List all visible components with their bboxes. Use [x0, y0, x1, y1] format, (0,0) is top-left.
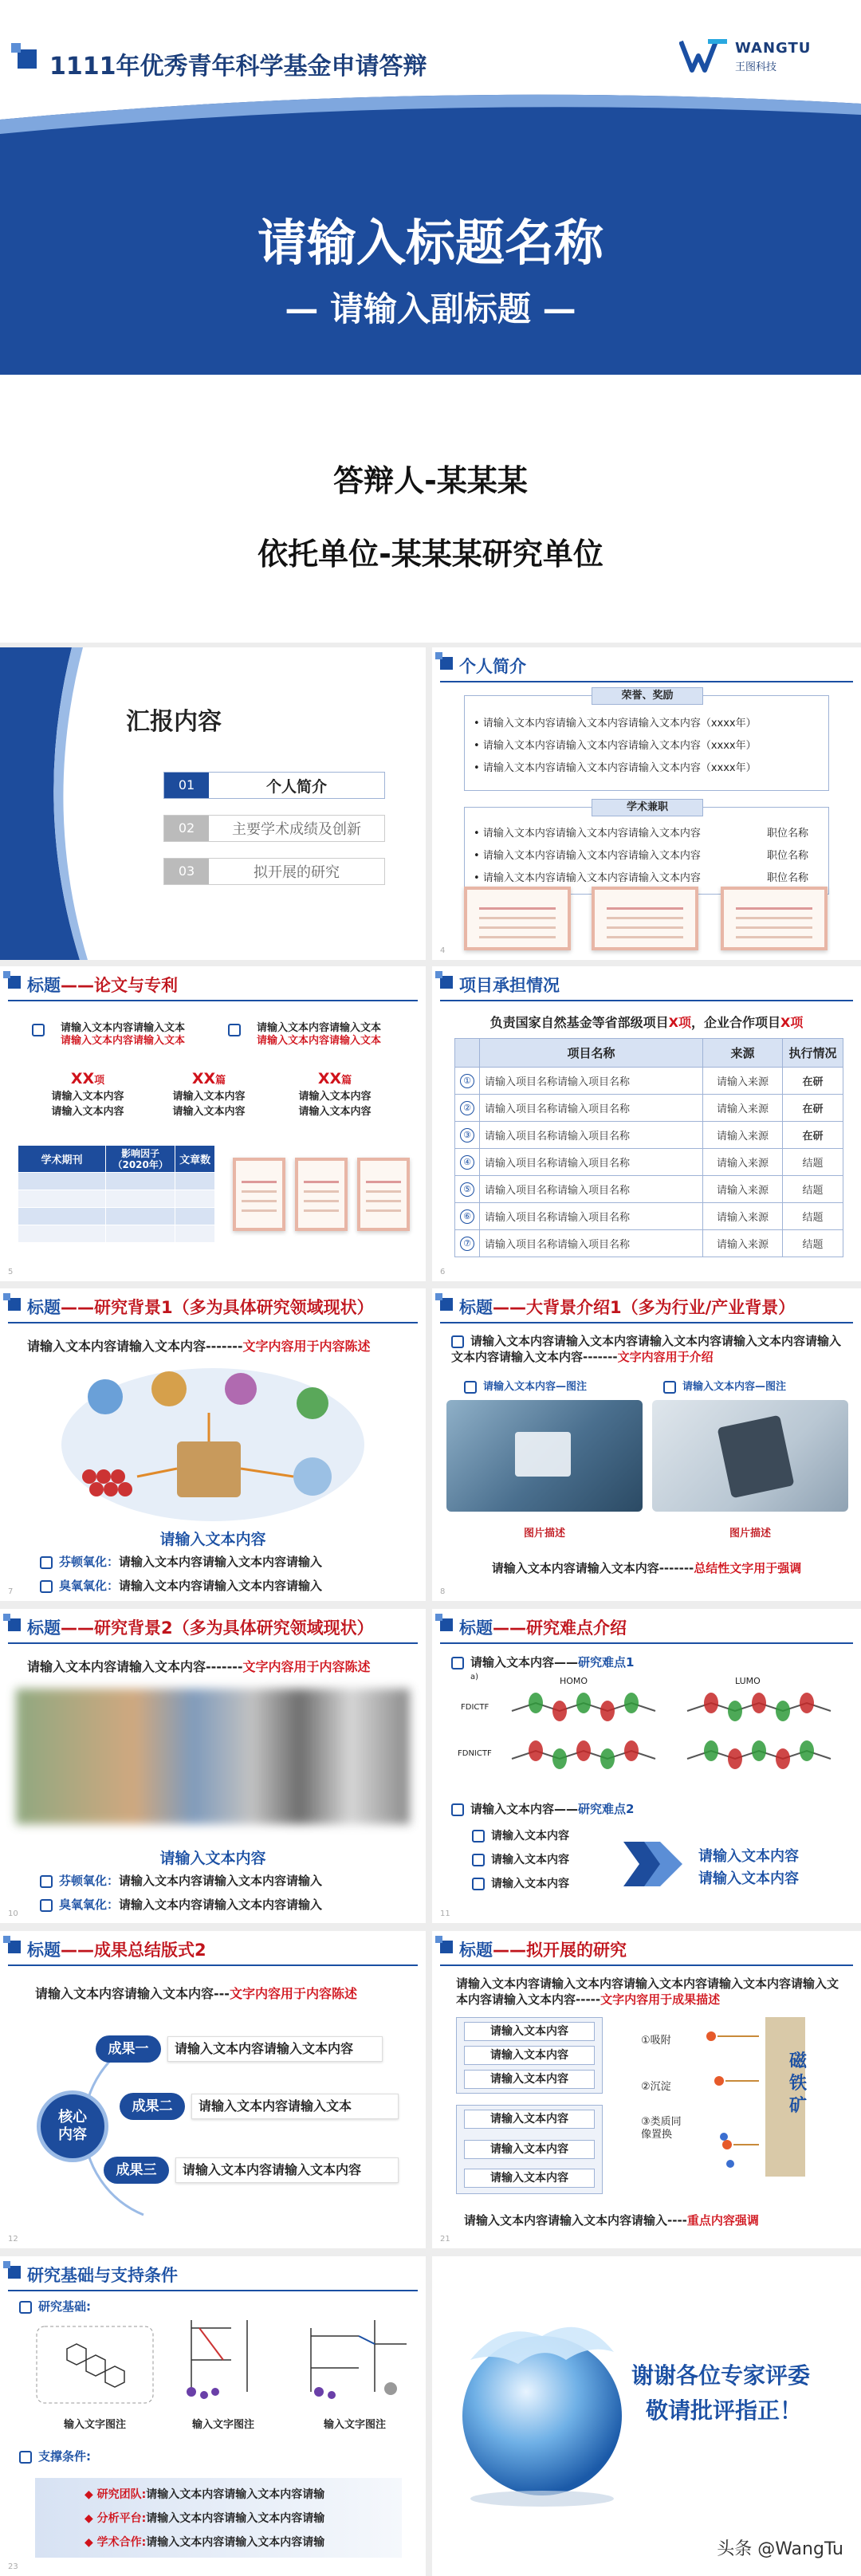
- checkbox-icon: [472, 1854, 485, 1866]
- papers-header: 标题 ——论文与专利: [0, 966, 426, 1003]
- thanks-line-2: 敬请批评指正！: [646, 2397, 803, 2424]
- checkbox-icon: [451, 1335, 464, 1348]
- support-cond-item: ◆ 学术合作:请输入文本内容请输入文本内容请输: [85, 2536, 325, 2549]
- cover-unit: 依托单位-某某某研究单位: [258, 537, 603, 572]
- table-row: ⑦ 请输入项目名称请输入项目名称 请输入来源 结题: [455, 1230, 843, 1257]
- toc-item-label: 主要学术成绩及创新: [232, 821, 361, 838]
- cover-slide: [0, 0, 861, 643]
- cover-subtitle: — 请输入副标题 —: [285, 289, 576, 328]
- background1-slide: [0, 1288, 426, 1601]
- molecular-orbitals-figure: [504, 1687, 847, 1791]
- page-number: 4: [440, 946, 446, 955]
- support-header: 研究基础与支持条件: [0, 2256, 426, 2293]
- market-photo-a: [446, 1400, 643, 1512]
- table-row: [18, 1173, 215, 1190]
- double-chevron-icon: [622, 1840, 684, 1888]
- toc-item-num: 03: [164, 859, 209, 884]
- market-tag-b: 请输入文本内容—图注: [663, 1378, 786, 1394]
- checkbox-icon: [451, 1803, 464, 1816]
- background1-caption: 请输入文本内容: [159, 1531, 266, 1548]
- page-number: 7: [8, 1587, 14, 1596]
- plan-flow-box: 请输入文本内容: [464, 2022, 595, 2041]
- summary-text: 请输入文本内容请输入文本内容: [175, 2157, 399, 2183]
- summary-item-3: [104, 2156, 399, 2185]
- page-number: 6: [440, 1268, 446, 1276]
- toc-left-swoosh: [0, 647, 96, 960]
- toc-title: 汇报内容: [126, 708, 222, 736]
- profile-slide: [432, 647, 861, 960]
- papers-stat-1: XX项 请输入文本内容 请输入文本内容: [51, 1070, 124, 1118]
- honor-item: • 请输入文本内容请输入文本内容请输入文本内容（xxxx年）: [474, 762, 757, 774]
- checkbox-icon: [472, 1830, 485, 1843]
- difficulty-check: 请输入文本内容: [472, 1851, 569, 1867]
- page-number: 23: [8, 2562, 18, 2571]
- plan-foot: 请输入文本内容请输入文本内容请输入----重点内容强调: [464, 2213, 759, 2228]
- plan-flow-box: 请输入文本内容: [464, 2046, 595, 2065]
- projects-col-name: 项目名称: [480, 1039, 703, 1068]
- brand-logo: [679, 37, 839, 77]
- difficulty-point-2: 请输入文本内容——研究难点2: [451, 1800, 634, 1817]
- plan-step-1: ①吸附: [641, 2035, 671, 2047]
- checkbox-icon: [19, 2451, 32, 2464]
- page-number: 11: [440, 1909, 450, 1918]
- page-number: 8: [440, 1587, 446, 1596]
- journal-table-header: 文章数: [175, 1146, 215, 1173]
- difficulty-check: 请输入文本内容: [472, 1875, 569, 1891]
- table-row: ③ 请输入项目名称请输入项目名称 请输入来源 在研: [455, 1122, 843, 1149]
- brand-name: WANGTU: [735, 40, 812, 57]
- background2-lead: 请输入文本内容请输入文本内容-------文字内容用于内容陈述: [27, 1659, 371, 1674]
- market-photo-a-caption: 图片描述: [523, 1528, 565, 1540]
- table-row: ⑥ 请输入项目名称请输入项目名称 请输入来源 结题: [455, 1203, 843, 1230]
- checkbox-icon: [32, 1024, 45, 1036]
- background1-item: 臭氧氧化：请输入文本内容请输入文本内容请输入: [40, 1577, 322, 1594]
- summary-item-2: [120, 2092, 399, 2121]
- support-fig3-caption: 输入文字图注: [323, 2419, 386, 2431]
- toc-item-2[interactable]: [163, 815, 385, 842]
- thanks-line-1: 谢谢各位专家评委: [631, 2362, 811, 2389]
- energy-level-figure: [167, 2312, 279, 2400]
- difficulty-point-1: 请输入文本内容——研究难点1: [451, 1654, 634, 1670]
- core-content-circle: 核心 内容: [37, 2090, 108, 2162]
- support-cond-item: ◆ 分析平台:请输入文本内容请输入文本内容请输: [85, 2512, 325, 2525]
- plan-slide: [432, 1931, 861, 2248]
- background1-item: 芬顿氧化：请输入文本内容请输入文本内容请输入: [40, 1553, 322, 1570]
- research-process-diagram: [57, 1365, 368, 1524]
- table-row: [18, 1190, 215, 1208]
- checkbox-icon: [40, 1556, 53, 1569]
- certificate-image: [233, 1158, 285, 1231]
- thanks-slide: [432, 2256, 861, 2576]
- toc-item-label: 个人简介: [265, 777, 327, 796]
- background2-item: 芬顿氧化：请输入文本内容请输入文本内容请输入: [40, 1872, 322, 1889]
- cover-top-logo-square-small: [11, 43, 21, 53]
- summary-lead: 请输入文本内容请输入文本内容---文字内容用于内容陈述: [35, 1986, 357, 2001]
- papers-stat-3: XX篇 请输入文本内容 请输入文本内容: [298, 1070, 372, 1118]
- cover-presenter: 答辩人-某某某: [333, 463, 528, 498]
- market-lead: 请输入文本内容请输入文本内容请输入文本内容请输入文本内容请输入文本内容请输入文本内容-------文字内容用于介绍: [451, 1334, 842, 1364]
- projects-table: [454, 1038, 843, 1257]
- certificate-image: [357, 1158, 410, 1231]
- difficulty-check: 请输入文本内容: [472, 1827, 569, 1843]
- cover-title: 请输入标题名称: [257, 214, 603, 272]
- honor-item: • 请输入文本内容请输入文本内容请输入文本内容（xxxx年）: [474, 740, 757, 752]
- checkbox-icon: [40, 1580, 53, 1593]
- background1-lead: 请输入文本内容请输入文本内容-------文字内容用于内容陈述: [27, 1339, 371, 1354]
- background1-header: 标题 ——研究背景1（多为具体研究领域现状）: [0, 1288, 426, 1325]
- mol-label-r1: FDICTF: [461, 1703, 489, 1712]
- table-row: [18, 1225, 215, 1243]
- honors-title: 荣誉、奖励: [592, 687, 703, 705]
- checkbox-icon: [663, 1381, 676, 1394]
- toc-item-1[interactable]: [163, 772, 385, 799]
- papers-stat-2: XX篇 请输入文本内容 请输入文本内容: [172, 1070, 246, 1118]
- toc-item-num: 01: [164, 773, 209, 798]
- table-row: ⑤ 请输入项目名称请输入项目名称 请输入来源 结题: [455, 1176, 843, 1203]
- post-item: • 请输入文本内容请输入文本内容请输入文本内容 职位名称: [474, 850, 808, 862]
- checkbox-icon: [228, 1024, 241, 1036]
- mineral-label: 磁 铁 矿: [789, 2051, 808, 2116]
- summary-tag: 成果二: [120, 2093, 185, 2120]
- projects-col-source: 来源: [703, 1039, 783, 1068]
- profile-header-text: 个人简介: [459, 657, 526, 676]
- page-number: 10: [8, 1909, 18, 1918]
- market-photo-b-caption: 图片描述: [729, 1528, 771, 1540]
- blurred-figure: [16, 1689, 410, 1824]
- summary-slide: [0, 1931, 426, 2248]
- support-slide: [0, 2256, 426, 2576]
- background2-caption: 请输入文本内容: [159, 1850, 266, 1867]
- summary-tag: 成果三: [104, 2157, 169, 2184]
- toc-item-3[interactable]: [163, 858, 385, 885]
- checkbox-icon: [472, 1878, 485, 1890]
- brand-name-cn: 王图科技: [735, 61, 777, 73]
- mol-label-homo: HOMO: [560, 1676, 588, 1686]
- profile-header: [432, 647, 861, 684]
- support-basis-title: 研究基础:: [19, 2298, 91, 2314]
- papers-check-2: 请输入文本内容请输入文本 请输入文本内容请输入文本: [228, 1022, 381, 1048]
- journal-table: [18, 1145, 215, 1243]
- background2-item: 臭氧氧化：请输入文本内容请输入文本内容请输入: [40, 1896, 322, 1913]
- market-tag-a: 请输入文本内容—图注: [464, 1378, 587, 1394]
- checkbox-icon: [451, 1657, 464, 1669]
- brand-logo-icon: [679, 38, 729, 75]
- mol-label-a: a): [470, 1673, 479, 1681]
- difficulty-slide: [432, 1609, 861, 1923]
- journal-table-header: 影响因子 （2020年）: [106, 1146, 175, 1173]
- plan-header: 标题 ——拟开展的研究: [432, 1931, 861, 1968]
- support-fig1-caption: 输入文字图注: [63, 2419, 126, 2431]
- projects-slide: [432, 966, 861, 1281]
- papers-check-1: 请输入文本内容请输入文本 请输入文本内容请输入文本: [32, 1022, 185, 1048]
- market-photo-b: [652, 1400, 848, 1512]
- toc-slide: [0, 647, 426, 960]
- certificate-image: [295, 1158, 348, 1231]
- certificate-image: [592, 887, 698, 950]
- background2-header: 标题 ——研究背景2（多为具体研究领域现状）: [0, 1609, 426, 1646]
- page-number: 21: [440, 2235, 450, 2244]
- background2-slide: [0, 1609, 426, 1923]
- checkbox-icon: [19, 2301, 32, 2314]
- honor-item: • 请输入文本内容请输入文本内容请输入文本内容（xxxx年）: [474, 718, 757, 730]
- checkbox-icon: [40, 1899, 53, 1912]
- summary-tag: 成果一: [96, 2035, 161, 2063]
- summary-text: 请输入文本内容请输入文本: [191, 2094, 399, 2119]
- certificate-image: [721, 887, 828, 950]
- papers-slide: [0, 966, 426, 1281]
- checkbox-icon: [464, 1381, 477, 1394]
- post-item: • 请输入文本内容请输入文本内容请输入文本内容 职位名称: [474, 828, 808, 840]
- plan-step-2: ②沉淀: [641, 2081, 671, 2093]
- mol-label-lumo: LUMO: [735, 1676, 761, 1686]
- posts-title: 学术兼职: [592, 799, 703, 816]
- plan-flow-box: 请输入文本内容: [464, 2140, 595, 2159]
- market-header: 标题 ——大背景介绍1（多为行业/产业背景）: [432, 1288, 861, 1325]
- table-row: ① 请输入项目名称请输入项目名称 请输入来源 在研: [455, 1068, 843, 1095]
- mol-label-r2: FDNICTF: [458, 1749, 492, 1758]
- journal-table-header: 学术期刊: [18, 1146, 106, 1173]
- support-cond-item: ◆ 研究团队:请输入文本内容请输入文本内容请输: [85, 2488, 325, 2501]
- toc-item-num: 02: [164, 816, 209, 841]
- support-fig2-caption: 输入文字图注: [191, 2419, 254, 2431]
- table-row: ④ 请输入项目名称请输入项目名称 请输入来源 结题: [455, 1149, 843, 1176]
- plan-flow-box: 请输入文本内容: [464, 2110, 595, 2129]
- projects-col-status: 执行情况: [783, 1039, 843, 1068]
- watermark: 头条 @WangTu: [717, 2539, 843, 2559]
- checkbox-icon: [40, 1875, 53, 1888]
- cover-top-title: 1111年优秀青年科学基金申请答辩: [49, 53, 427, 81]
- energy-transfer-figure: [295, 2312, 415, 2400]
- difficulty-header: 标题 ——研究难点介绍: [432, 1609, 861, 1646]
- page-number: 12: [8, 2235, 18, 2244]
- toc-item-label: 拟开展的研究: [254, 864, 340, 881]
- summary-text: 请输入文本内容请输入文本内容: [167, 2036, 383, 2062]
- difficulty-result-2: 请输入文本内容: [698, 1870, 799, 1887]
- post-item: • 请输入文本内容请输入文本内容请输入文本内容 职位名称: [474, 872, 808, 884]
- plan-flow-box: 请输入文本内容: [464, 2169, 595, 2188]
- plan-lead: 请输入文本内容请输入文本内容请输入文本内容请输入文本内容请输入文本内容请输入文本内容-----文字内容用于成果描述: [456, 1976, 839, 2007]
- market-foot: 请输入文本内容请输入文本内容-------总结性文字用于强调: [491, 1561, 802, 1575]
- summary-item-1: [96, 2035, 383, 2063]
- market-slide: [432, 1288, 861, 1601]
- projects-header: 项目承担情况: [432, 966, 861, 1003]
- plan-flow-box: 请输入文本内容: [464, 2070, 595, 2089]
- support-cond-title: 支撑条件:: [19, 2448, 91, 2464]
- projects-summary: 负责国家自然基金等省部级项目X项，企业合作项目X项: [489, 1015, 804, 1030]
- table-row: ② 请输入项目名称请输入项目名称 请输入来源 在研: [455, 1095, 843, 1122]
- plan-step-3: ③类质同 像置换: [641, 2116, 682, 2141]
- table-row: [18, 1208, 215, 1225]
- page-number: 5: [8, 1268, 14, 1276]
- water-globe-image: [446, 2304, 638, 2511]
- summary-header: 标题 ——成果总结版式2: [0, 1931, 426, 1968]
- chemical-structure-figure: [35, 2325, 155, 2405]
- certificate-image: [464, 887, 571, 950]
- difficulty-result-1: 请输入文本内容: [698, 1848, 799, 1865]
